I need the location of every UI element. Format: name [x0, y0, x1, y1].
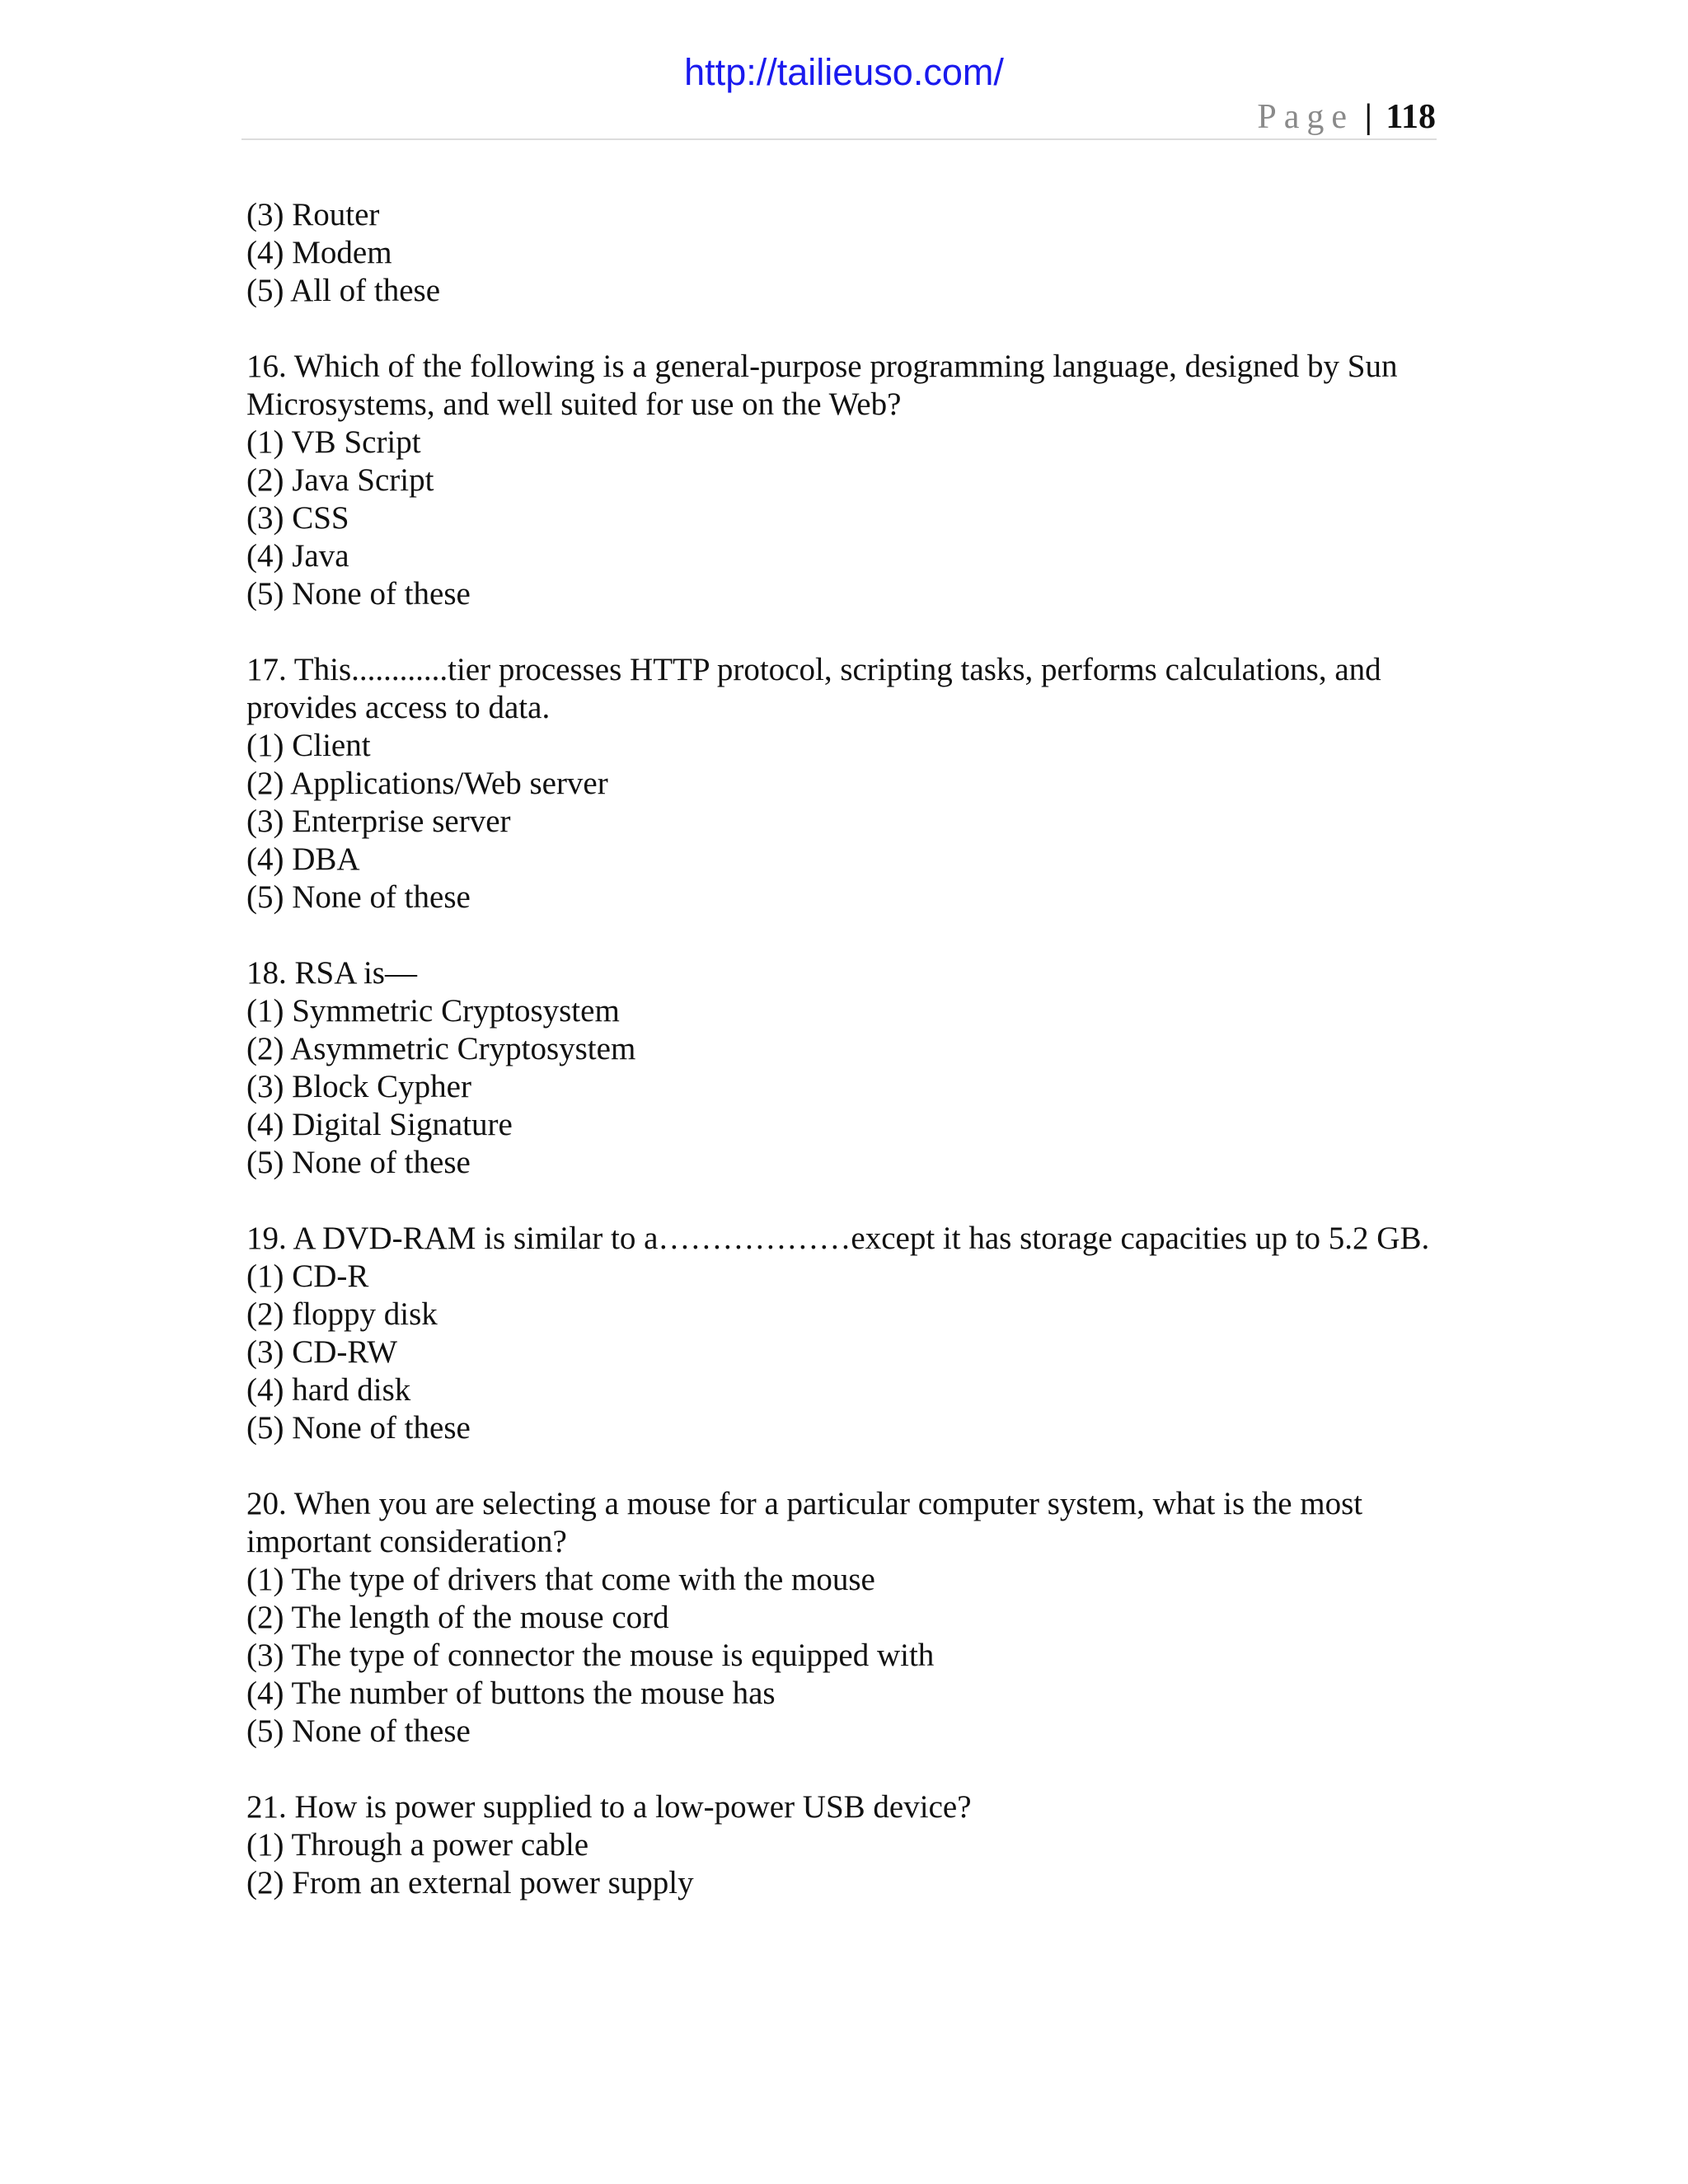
answer-option: (1) Symmetric Cryptosystem: [246, 993, 620, 1029]
answer-option: (4) Digital Signature: [246, 1107, 513, 1142]
answer-option: (1) Through a power cable: [246, 1827, 589, 1863]
continued-options-block: [246, 196, 1450, 310]
question-19: [246, 1220, 1450, 1447]
answer-option: (5) None of these: [246, 1713, 471, 1749]
answer-option: (1) VB Script: [246, 424, 421, 460]
page-number: 118: [1386, 98, 1436, 136]
document-body: [246, 196, 1450, 1940]
page-number-indicator: [1257, 97, 1436, 137]
answer-option: (1) CD-R: [246, 1258, 369, 1294]
question-text: 17. This............tier processes HTTP protocol, scripting tasks, performs calculations, and provides access to data.: [246, 652, 1381, 725]
answer-option: (5) None of these: [246, 879, 471, 915]
page-separator: |: [1364, 98, 1372, 136]
answer-option: (4) hard disk: [246, 1372, 411, 1408]
answer-option: (4) DBA: [246, 841, 360, 877]
answer-option: (5) All of these: [246, 273, 441, 308]
answer-option: (2) Java Script: [246, 462, 434, 498]
answer-option: (5) None of these: [246, 1145, 471, 1180]
answer-option: (3) Enterprise server: [246, 804, 511, 839]
answer-option: (3) CSS: [246, 500, 349, 536]
question-18: [246, 954, 1450, 1182]
answer-option: (2) Applications/Web server: [246, 766, 608, 801]
answer-option: (3) Router: [246, 197, 380, 232]
page-label: Page: [1257, 98, 1355, 136]
answer-option: (4) Java: [246, 538, 349, 574]
answer-option: (2) Asymmetric Cryptosystem: [246, 1031, 636, 1066]
header-divider: [241, 138, 1437, 140]
question-17: [246, 651, 1450, 916]
question-text: 21. How is power supplied to a low-power USB device?: [246, 1789, 972, 1825]
answer-option: (2) The length of the mouse cord: [246, 1600, 669, 1635]
question-text: 18. RSA is—: [246, 955, 417, 991]
question-20: [246, 1485, 1450, 1750]
answer-option: (4) Modem: [246, 235, 392, 270]
question-21: [246, 1788, 1450, 1902]
answer-option: (5) None of these: [246, 576, 471, 612]
answer-option: (2) floppy disk: [246, 1296, 438, 1332]
answer-option: (4) The number of buttons the mouse has: [246, 1675, 776, 1711]
answer-option: (3) The type of connector the mouse is equipped with: [246, 1638, 935, 1673]
source-url-link[interactable]: http://tailieuso.com/: [684, 51, 1004, 93]
answer-option: (1) The type of drivers that come with the mouse: [246, 1562, 875, 1597]
answer-option: (2) From an external power supply: [246, 1865, 694, 1900]
answer-option: (1) Client: [246, 728, 371, 763]
answer-option: (3) CD-RW: [246, 1334, 398, 1370]
question-text: 16. Which of the following is a general-purpose programming language, designed by Sun Microsystems, and well suited for use on the Web?: [246, 349, 1398, 422]
question-text: 19. A DVD-RAM is similar to a………………except it has storage capacities up to 5.2 GB.: [246, 1221, 1430, 1256]
question-text: 20. When you are selecting a mouse for a particular computer system, what is the most important consideration?: [246, 1486, 1363, 1559]
answer-option: (5) None of these: [246, 1410, 471, 1446]
answer-option: (3) Block Cypher: [246, 1069, 471, 1104]
question-16: [246, 348, 1450, 613]
